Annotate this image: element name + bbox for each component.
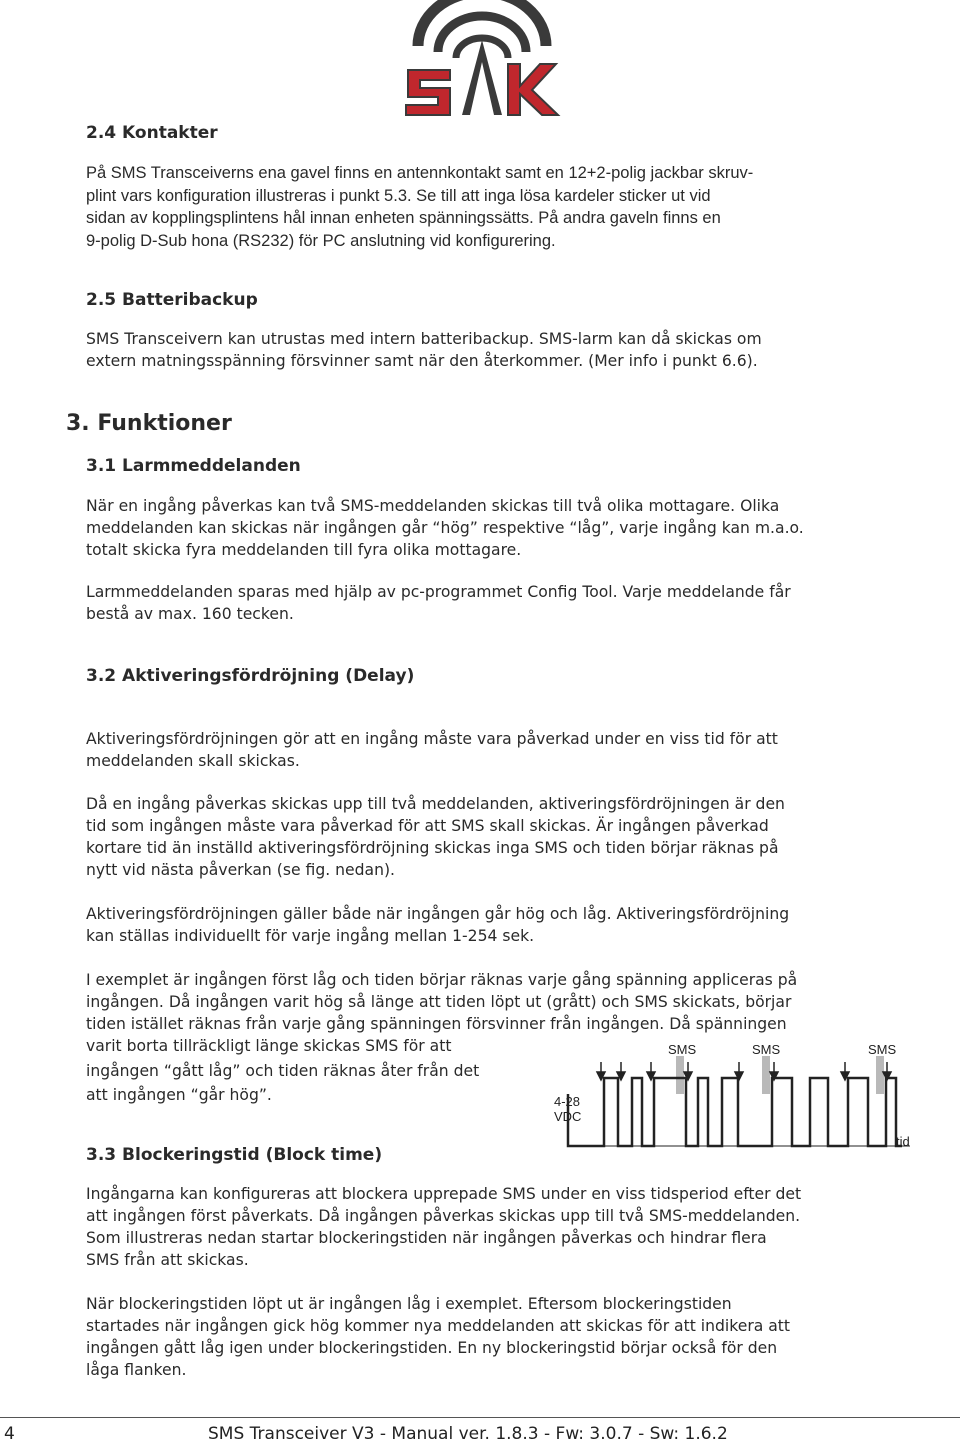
text-line: Larmmeddelanden sparas med hjälp av pc-programmet Config Tool. Varje meddelande får — [86, 583, 791, 601]
paragraph-2-5 — [86, 328, 906, 372]
voltage-label: 4-28 — [554, 1094, 581, 1109]
text-line: startades när ingången gick hög kommer nya meddelanden att skickas för att indikera att — [86, 1317, 791, 1335]
time-label: tid — [896, 1134, 910, 1149]
voltage-unit-label: VDC — [554, 1109, 582, 1124]
text-line: På SMS Transceiverns ena gavel finns en antennkontakt samt en 12+2-polig jackbar skruv- — [86, 164, 754, 182]
text-line: När en ingång påverkas kan två SMS-meddelanden skickas till två olika mottagare. Olika — [86, 497, 780, 515]
text-line: varit borta tillräckligt länge skickas SMS för att — [86, 1037, 452, 1055]
paragraph-3-3-b — [86, 1293, 906, 1381]
slk-logo — [398, 0, 566, 120]
sms-label: SMS — [868, 1042, 897, 1057]
paragraph-3-3-a — [86, 1183, 906, 1271]
text-line: meddelanden skall skickas. — [86, 752, 300, 770]
text-line: meddelanden kan skickas när ingången går “hög” respektive “låg”, varje ingång kan m.a.o. — [86, 519, 804, 537]
text-line: att ingången först påverkats. Då ingången påverkas skickas upp till två SMS-meddelanden. — [86, 1207, 801, 1225]
text-line: I exemplet är ingången först låg och tiden börjar räknas varje gång spänning appliceras på — [86, 971, 798, 989]
paragraph-3-2-c — [86, 903, 906, 947]
text-line: ingången “gått låg” och tiden räknas åter från det — [86, 1061, 480, 1080]
heading-3-2: 3.2 Aktiveringsfördröjning (Delay) — [86, 666, 415, 686]
footer-divider — [0, 1417, 960, 1418]
text-line: Ingångarna kan konfigureras att blockera upprepade SMS under en viss tidsperiod efter det — [86, 1185, 802, 1203]
text-line: 9-polig D-Sub hona (RS232) för PC anslutning vid konfigurering. — [86, 231, 556, 250]
text-line: ingången. Då ingången varit hög så länge att tiden löpt ut (grått) och SMS skickats, börjar — [86, 993, 792, 1011]
text-line: bestå av max. 160 tecken. — [86, 605, 294, 623]
paragraph-3-2-b — [86, 793, 906, 881]
paragraph-2-4 — [86, 162, 876, 252]
paragraph-3-1-b — [86, 581, 906, 625]
delay-bar — [876, 1056, 884, 1094]
text-line: ingången gått låg igen under blockeringstiden. En ny blockeringstid börjar också för den — [86, 1339, 778, 1357]
text-line: extern matningsspänning försvinner samt när den återkommer. (Mer info i punkt 6.6). — [86, 352, 758, 370]
text-line: nytt vid nästa påverkan (se fig. nedan). — [86, 861, 395, 879]
text-line: plint vars konfiguration illustreras i punkt 5.3. Se till att inga lösa kardeler sticker ut vid — [86, 186, 711, 205]
sms-label: SMS — [752, 1042, 781, 1057]
paragraph-3-2-d — [86, 969, 906, 1035]
text-line: Aktiveringsfördröjningen gäller både när ingången går hög och låg. Aktiveringsfördröjning — [86, 905, 790, 923]
text-line: låga flanken. — [86, 1361, 187, 1379]
text-line: tid som ingången måste vara påverkad för att SMS skall skickas. Är ingången påverkad — [86, 817, 769, 835]
text-line: kan ställas individuellt för varje ingång mellan 1-254 sek. — [86, 927, 535, 945]
delay-bar — [762, 1056, 770, 1094]
text-line: totalt skicka fyra meddelanden till fyra olika mottagare. — [86, 541, 522, 559]
text-line: Då en ingång påverkas skickas upp till två meddelanden, aktiveringsfördröjningen är den — [86, 795, 785, 813]
text-line: kortare tid än inställd aktiveringsfördröjning skickas inga SMS och tiden börjar räknas på — [86, 839, 779, 857]
heading-2-4: 2.4 Kontakter — [86, 123, 218, 143]
heading-3-1: 3.1 Larmmeddelanden — [86, 456, 301, 476]
paragraph-3-2-e — [86, 1034, 526, 1108]
heading-2-5: 2.5 Batteribackup — [86, 290, 258, 310]
text-line: tiden istället räknas från varje gång spänningen försvinner från ingången. Då spänningen — [86, 1015, 787, 1033]
page-number: 4 — [4, 1424, 15, 1444]
delay-timing-diagram — [548, 1034, 918, 1156]
text-line: SMS från att skickas. — [86, 1251, 249, 1269]
footer-text: SMS Transceiver V3 - Manual ver. 1.8.3 - Fw: 3.0.7 - Sw: 1.6.2 — [208, 1424, 728, 1444]
sms-label: SMS — [668, 1042, 697, 1057]
paragraph-3-1-a — [86, 495, 906, 561]
text-line: Som illustreras nedan startar blockeringstiden när ingången påverkas och hindrar flera — [86, 1229, 767, 1247]
heading-3: 3. Funktioner — [66, 411, 232, 436]
delay-bar — [676, 1056, 684, 1094]
text-line: att ingången “går hög”. — [86, 1086, 272, 1104]
paragraph-3-2-a — [86, 728, 906, 772]
text-line: När blockeringstiden löpt ut är ingången låg i exemplet. Eftersom blockeringstiden — [86, 1295, 732, 1313]
text-line: sidan av kopplingsplintens hål innan enheten spänningssätts. På andra gaveln finns en — [86, 209, 721, 227]
heading-3-3: 3.3 Blockeringstid (Block time) — [86, 1145, 383, 1165]
text-line: Aktiveringsfördröjningen gör att en ingång måste vara påverkad under en viss tid för att — [86, 730, 778, 748]
signal-waveform — [568, 1078, 902, 1146]
text-line: SMS Transceivern kan utrustas med intern batteribackup. SMS-larm kan då skickas om — [86, 330, 762, 348]
